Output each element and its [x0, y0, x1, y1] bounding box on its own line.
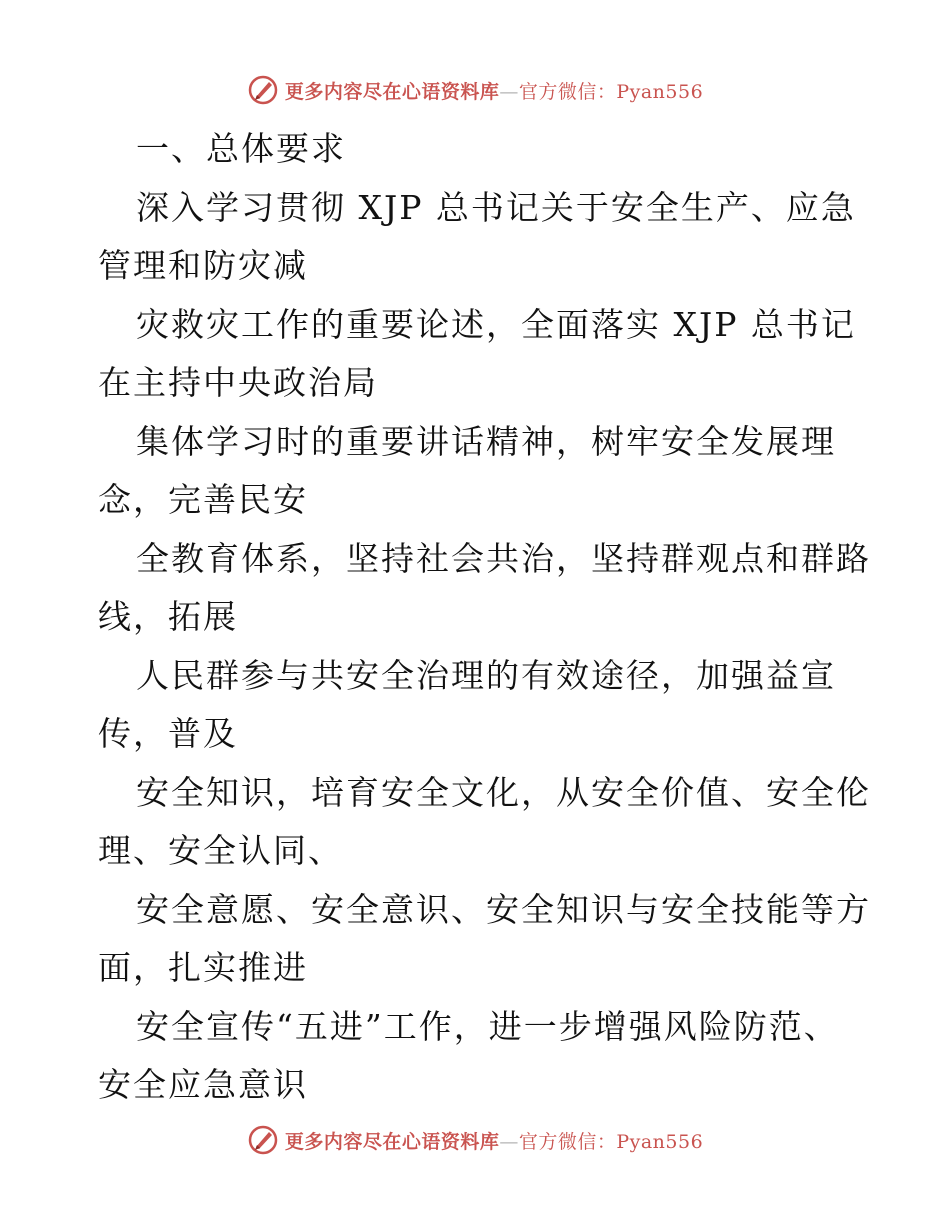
footer-watermark — [0, 1120, 950, 1160]
text-line: 安全应急意识 — [98, 1065, 308, 1104]
text-line: 全教育体系，坚持社会共治，坚持群观点和群路 — [136, 538, 871, 578]
text-line: 传，普及 — [98, 714, 238, 753]
text-line: 深入学习贯彻 XJP 总书记关于安全生产、应急 — [136, 187, 856, 227]
text-line: 安全宣传“五进”工作，进一步增强风险防范、 — [136, 1006, 839, 1046]
section-heading: 一、总体要求 — [136, 129, 346, 168]
text-line: 安全意愿、安全意识、安全知识与安全技能等方 — [136, 889, 871, 929]
watermark-main-text: 更多内容尽在心语资料库 — [284, 80, 500, 103]
text-line: 安全知识，培育安全文化，从安全价值、安全伦 — [136, 772, 871, 812]
text-line: 在主持中央政治局 — [98, 363, 378, 402]
watermark-contact-text: 官方微信：Pyan556 — [518, 1130, 704, 1153]
text-line: 人民群参与共安全治理的有效途径，加强益宣 — [136, 655, 836, 695]
text-line: 面，扎实推进 — [98, 948, 308, 987]
watermark-separator: — — [499, 1130, 519, 1153]
quill-logo-icon — [247, 74, 279, 106]
watermark-group — [247, 74, 703, 106]
watermark-main-text: 更多内容尽在心语资料库 — [284, 1130, 500, 1153]
text-line: 理、安全认同、 — [98, 831, 343, 870]
quill-logo-icon — [247, 1124, 279, 1156]
watermark-separator: — — [499, 80, 519, 103]
text-line: 灾救灾工作的重要论述，全面落实 XJP 总书记 — [136, 304, 856, 344]
text-line: 集体学习时的重要讲话精神，树牢安全发展理 — [136, 421, 836, 461]
text-line: 管理和防灾减 — [98, 246, 308, 285]
watermark-group — [247, 1124, 703, 1156]
text-line: 念，完善民安 — [98, 480, 308, 519]
text-line: 线，拓展 — [98, 597, 238, 636]
header-watermark — [0, 70, 950, 110]
watermark-contact-text: 官方微信：Pyan556 — [518, 80, 704, 103]
document-body — [98, 120, 871, 1115]
